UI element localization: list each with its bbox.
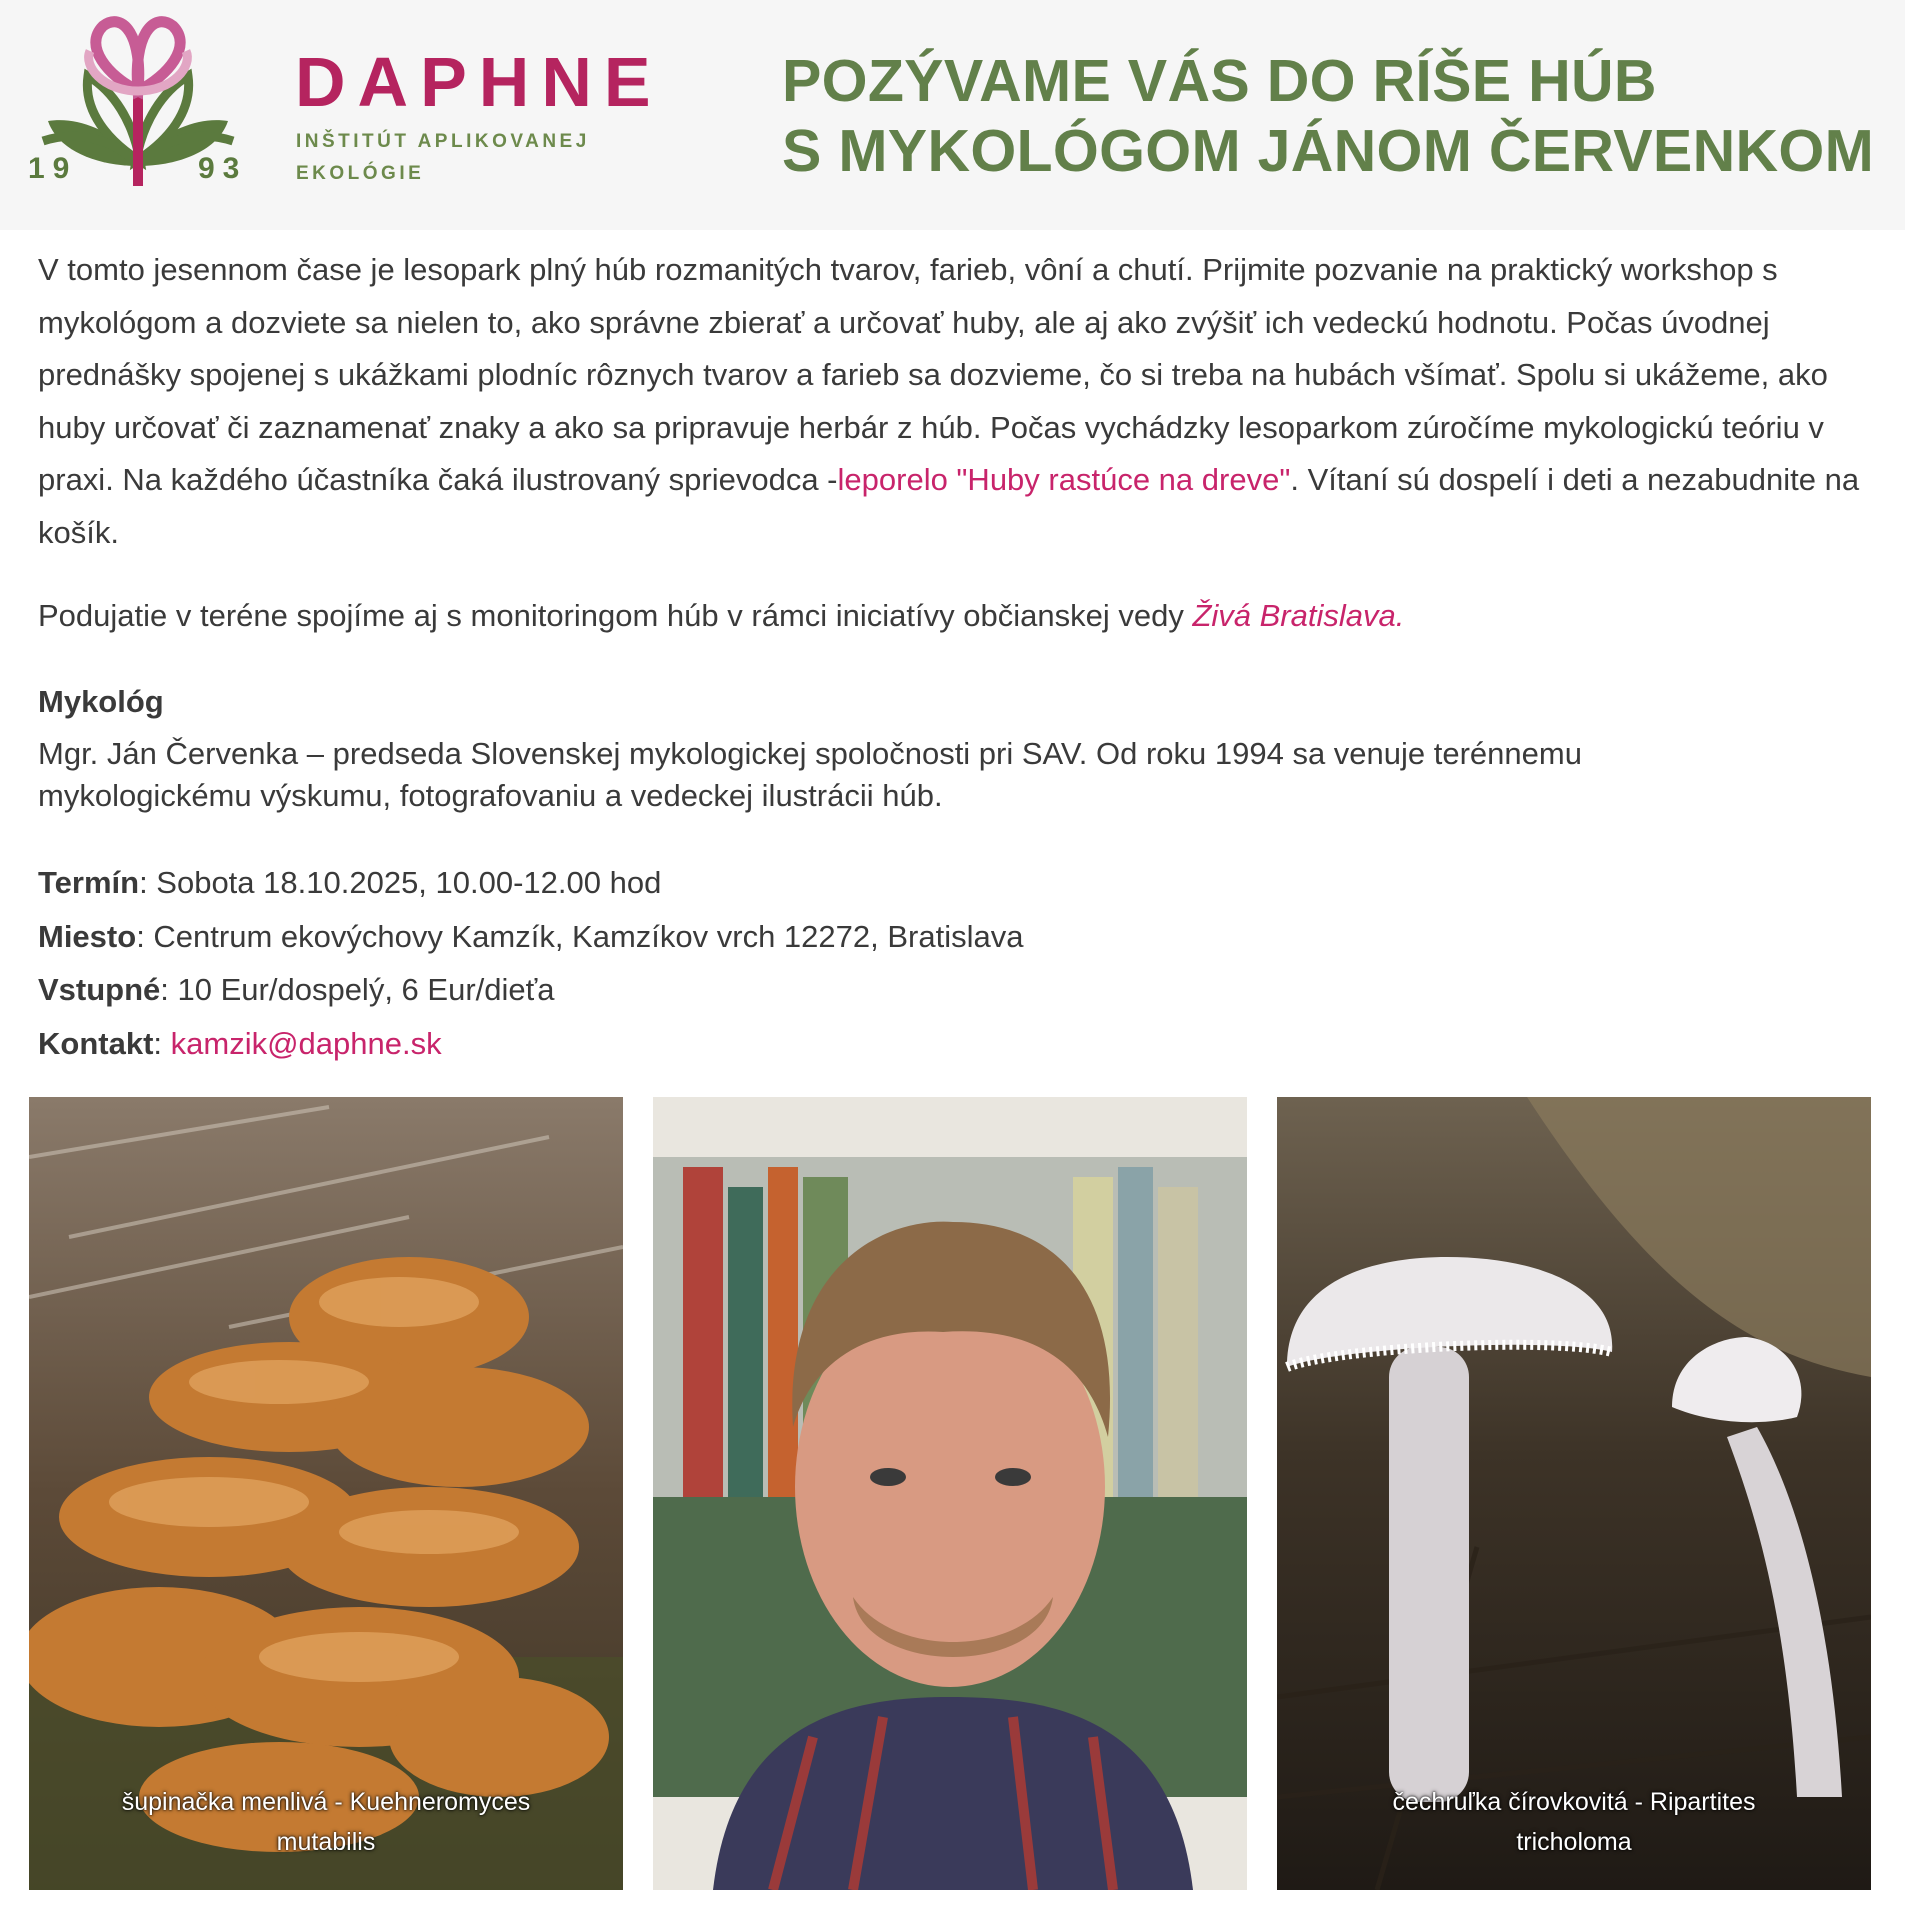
term-value: : Sobota 18.10.2025, 10.00-12.00 hod [139, 865, 662, 900]
mycologist-bio-line2: mykologickému výskumu, fotografovaniu a vedeckej ilustrácii húb. [38, 778, 943, 813]
mycologist-bio [38, 733, 1868, 817]
ziva-bratislava-link[interactable]: Živá Bratislava. [1192, 598, 1405, 633]
headline-line2: S MYKOLÓGOM JÁNOM ČERVENKOM [782, 118, 1875, 184]
intro-text-end: . Vítaní sú dospelí i deti a nezabudnite na košík. [38, 462, 1860, 550]
logo-year-right: 93 [198, 152, 248, 185]
mycologist-bio-line1: Mgr. Ján Červenka – predseda Slovenskej mykologickej spoločnosti pri SAV. Od roku 1994 sa venuje terénnemu [38, 736, 1582, 771]
leporelo-link[interactable]: leporelo "Huby rastúce na dreve" [837, 462, 1291, 497]
photo-caption-left [29, 1782, 623, 1862]
caption-left-line1: šupinačka menlivá - Kuehneromyces [121, 1788, 531, 1816]
intro-text: V tomto jesennom čase je lesopark plný húb rozmanitých tvarov, farieb, vôní a chutí. Prijmite pozvanie na praktický workshop s mykológom a dozviete sa nielen to, ako správne zbierať a určovať huby, ale aj ako zvýšiť ich vedeckú hodnotu. Počas úvodnej prednášky spojenej s ukážkami plodníc rôznych tvarov a farieb sa dozvieme, čo si treba na hubách všímať. Spolu si ukážeme, ako huby určovať či zaznamenať znaky a ako sa pripravuje herbár z húb. Počas vychádzky lesoparkom zúročíme mykologickú teóriu v praxi. Na každého účastníka čaká ilustrovaný sprievodca - [38, 252, 1828, 497]
contact-sep: : [153, 1025, 171, 1061]
monitoring-text: Podujatie v teréne spojíme aj s monitoringom húb v rámci iniciatívy občianskej vedy [38, 598, 1193, 633]
mycologist-heading: Mykológ [38, 684, 164, 719]
photo-kuehneromyces [29, 1097, 623, 1890]
event-details [38, 856, 1023, 1070]
caption-right-line2: tricholoma [1516, 1828, 1632, 1856]
term-label: Termín [38, 865, 140, 900]
monitoring-paragraph [38, 590, 1404, 642]
brand-name: DAPHNE [295, 43, 663, 121]
detail-term [38, 856, 1023, 910]
header [0, 0, 1905, 230]
caption-left-line2: mutabilis [276, 1828, 376, 1856]
photo-ripartites [1277, 1097, 1871, 1890]
mushroom-cluster-image [29, 1097, 623, 1890]
page-headline [782, 46, 1874, 186]
contact-label: Kontakt [38, 1025, 154, 1061]
brand-subtitle-line2: EKOLÓGIE [296, 163, 425, 184]
contact-email-link[interactable]: kamzik@daphne.sk [170, 1025, 442, 1061]
white-mushroom-image [1277, 1097, 1871, 1890]
headline-line1: POZÝVAME VÁS DO RÍŠE HÚB [782, 48, 1657, 114]
intro-paragraph [38, 244, 1868, 559]
portrait-image [653, 1097, 1247, 1890]
detail-fee [38, 963, 1023, 1017]
detail-contact [38, 1017, 1023, 1071]
fee-label: Vstupné [38, 972, 161, 1007]
detail-place [38, 910, 1023, 964]
place-value: : Centrum ekovýchovy Kamzík, Kamzíkov vrch 12272, Bratislava [136, 918, 1024, 954]
logo-year-left: 19 [28, 152, 78, 185]
place-label: Miesto [38, 918, 137, 954]
photo-caption-right [1277, 1782, 1871, 1862]
brand-subtitle-line1: INŠTITÚT APLIKOVANEJ [296, 131, 590, 152]
brand-subtitle [296, 126, 590, 190]
caption-right-line1: čechruľka čírovkovitá - Ripartites [1392, 1788, 1756, 1816]
photo-mycologist-portrait [653, 1097, 1247, 1890]
fee-value: : 10 Eur/dospelý, 6 Eur/dieťa [160, 972, 555, 1007]
